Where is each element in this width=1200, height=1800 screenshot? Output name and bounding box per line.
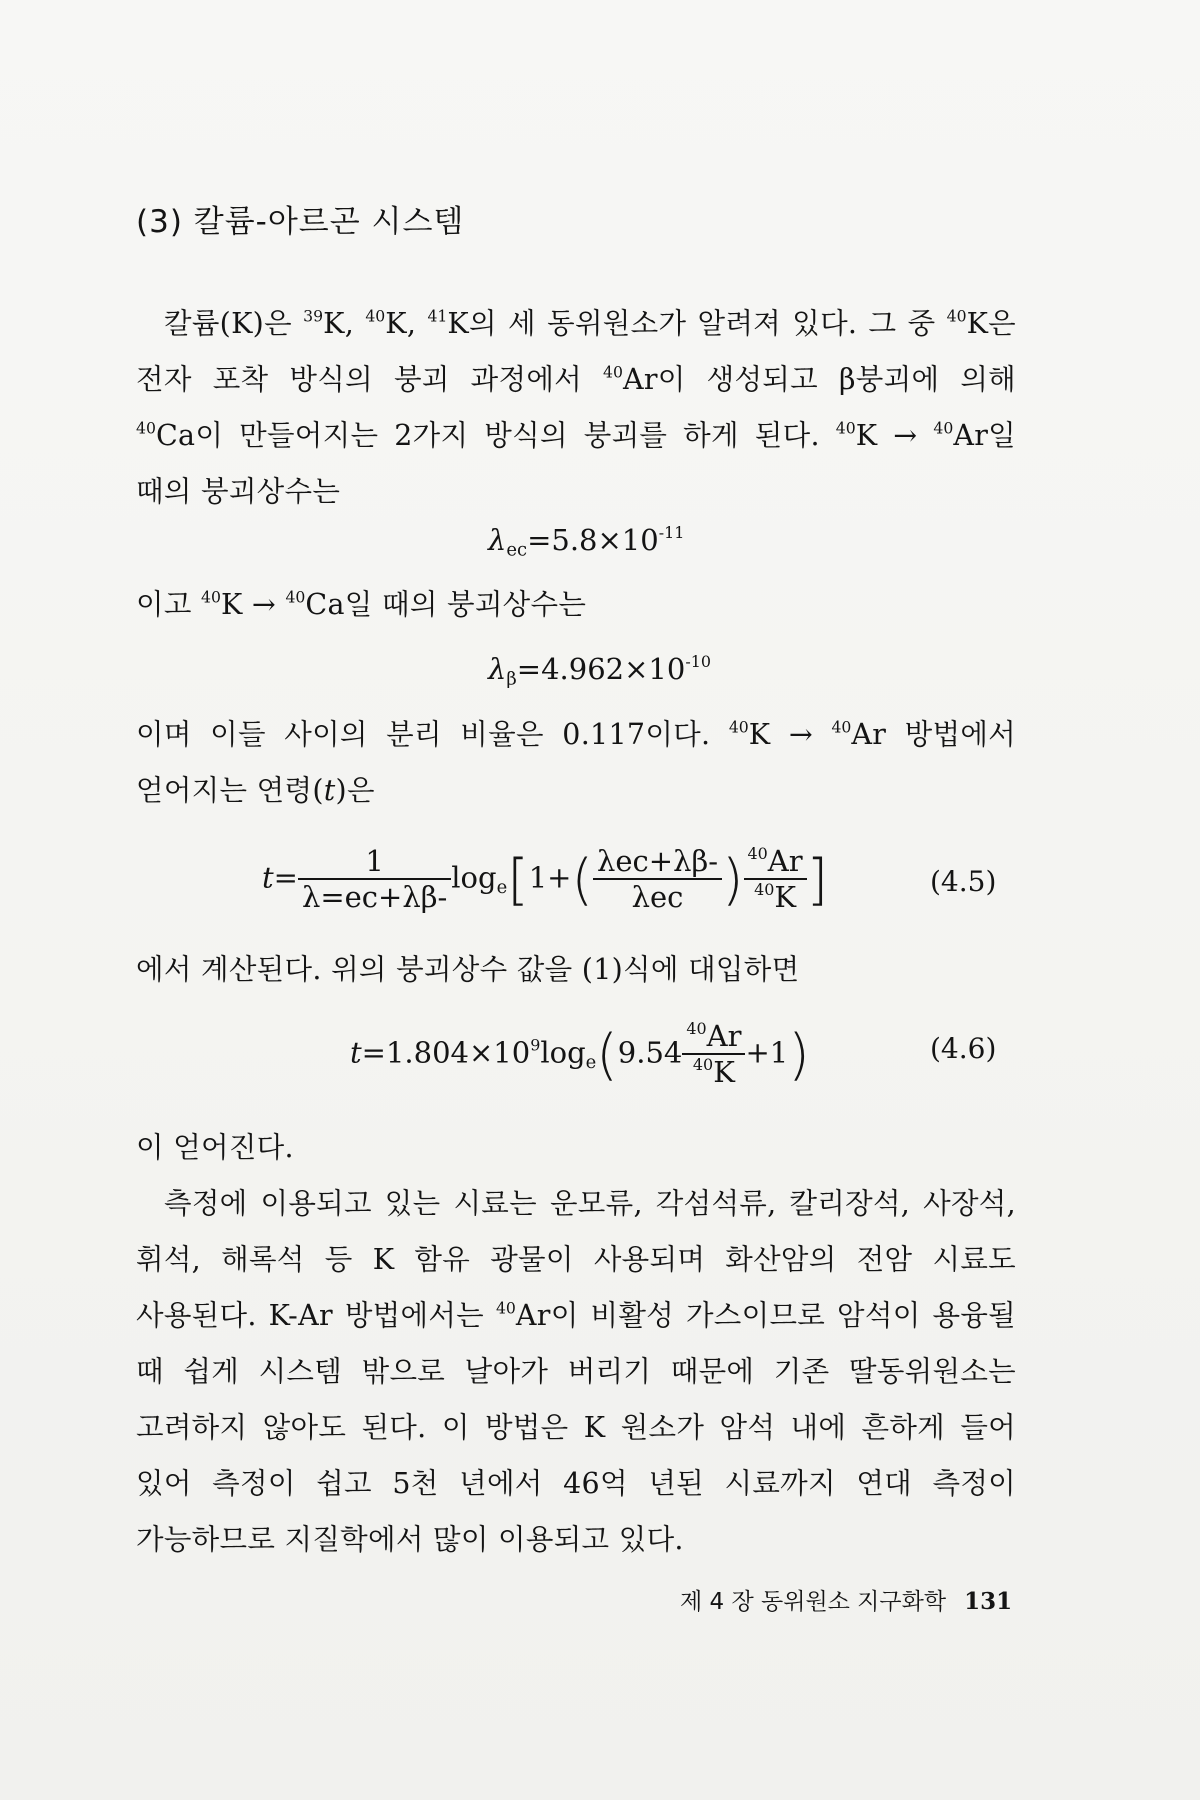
chapter-title: 제 4 장 동위원소 지구화학 (680, 1589, 947, 1615)
equation-lambda-ec: $\lambda_{ec}=5.8\times 10^{-11}$ (488, 523, 685, 561)
page-footer (680, 1583, 1012, 1616)
equation-number-4-6: (4.6) (930, 1032, 997, 1065)
line-ca-decay: 이고 $^{40}$K → $^{40}$Ca일 때의 붕괴상수는 (136, 587, 587, 621)
fraction-ar-over-k: $\frac{^{40}Ar}{^{40}K}$ (744, 846, 807, 913)
line-substitution: 에서 계산된다. 위의 붕괴상수 값을 (1)식에 대입하면 (136, 953, 800, 986)
formula-4-5: t= $\frac{1}{\lambda=ec+\lambda\beta-}$ $\log_e[1+$( $\frac{\text{λec+λβ-}}{\text{λec}}$ ) $\frac{^{40}Ar}{^{40}K}$ ] (262, 844, 829, 915)
fraction-one-over-lambda: $\frac{1}{\lambda=ec+\lambda\beta-}$ (298, 846, 451, 913)
paragraph-potassium-isotopes: 칼륨(K)은 $^{39}$K, $^{40}$K, $^{41}$K의 세 동위원소가 알려져 있다. 그 중 $^{40}$K은 전자 포착 방식의 붕괴 과정에서 $^{40}$Ar이 생성되고 β붕괴에 의해 $^{40}$Ca이 만들어지는 2가지 방식의 붕괴를 하게 된다. $^{40}$K → $^{40}$Ar일 때의 붕괴상수는 (136, 306, 1017, 508)
fraction-lambda-ratio: $\frac{\text{λec+λβ-}}{\text{λec}}$ (593, 846, 722, 913)
paragraph-samples: 측정에 이용되고 있는 시료는 운모류, 각섬석류, 칼리장석, 사장석, 휘석, 해록석 등 K 함유 광물이 사용되며 화산암의 전암 시료도 사용된다. K-Ar 방법에서는 $^{40}$Ar이 비활성 가스이므로 암석이 용융될 때 쉽게 시스템 밖으로 날아가 버리기 때문에 기존 딸동위원소는 고려하지 않아도 된다. 이 방법은 K 원소가 암석 내에 흔하게 들어 있어 측정이 쉽고 5천 년에서 46억 년된 시료까지 연대 측정이 가능하므로 지질학에서 많이 이용되고 있다. (136, 1187, 1016, 1556)
formula-4-6: $t=1.804\times 10^9\log_e(9.54$ $\frac{^{40}Ar}{^{40}K}$ +1) (350, 1019, 810, 1090)
section-heading: (3) 칼륨-아르곤 시스템 (136, 204, 465, 240)
page-number: 131 (964, 1588, 1013, 1615)
equation-lambda-beta: $\lambda_\beta=4.962\times 10^{-10}$ (488, 652, 711, 690)
fraction-ar-over-k-2: $\frac{^{40}Ar}{^{40}K}$ (682, 1021, 745, 1088)
equation-number-4-5: (4.5) (930, 865, 997, 898)
formula-4-6-lhs: =1.804×10 (361, 1035, 531, 1070)
paragraph-branching-ratio: 이며 이들 사이의 분리 비율은 0.117이다. $^{40}$K → $^{40}$Ar 방법에서 얻어지는 연령(t)은 (136, 717, 1016, 807)
line-obtained: 이 얻어진다. (136, 1131, 294, 1164)
